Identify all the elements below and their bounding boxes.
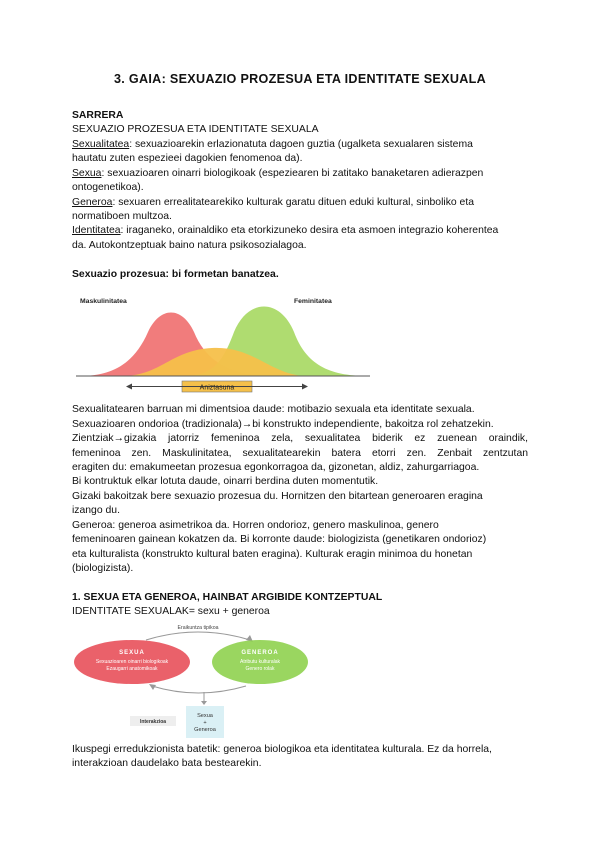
- sexua-subtitle-2: Ezaugarri anatomikoak: [106, 666, 158, 672]
- section-a-paragraph: Generoa: generoa asimetrikoa da. Horren ondorioz, genero maskulinoa, genero: [72, 520, 439, 531]
- section-a-paragraph: Gizaki bakoitzak bere sexuazio prozesua du. Hornitzen den bitartean generoaren eragina: [72, 491, 483, 502]
- page-title: 3. GAIA: SEXUAZIO PROZESUA ETA IDENTITATE SEXUALA: [113, 72, 486, 86]
- intro-subheading: SEXUAZIO PROZESUA ETA IDENTITATE SEXUALA: [72, 124, 319, 135]
- term-definition: : iraganeko, orainaldiko eta etorkizuneko desira eta asmoen integrazio koherentea: [120, 225, 499, 236]
- term-label: Sexua: [72, 168, 102, 179]
- section-a-paragraph: Zientziak→gizakia jatorriz femeninoa zela, sexualitatea biderik ez zuenean oraindik,: [72, 433, 528, 444]
- section-a-paragraph: Sexualitatearen barruan mi dimentsioa daude: motibazio sexuala eta identitate sexuala.: [72, 404, 475, 415]
- term-generoa: [72, 196, 474, 211]
- term-definition: : sexuazioaren oinarri biologikoak (espeziearen bi zatitako banaketaren adierazpen: [101, 168, 484, 179]
- femininity-label: Feminitatea: [294, 298, 332, 305]
- section-b-paragraph: interakzioan daudelako bata bestearekin.: [72, 758, 262, 769]
- bottom-arrow: [152, 686, 246, 693]
- intro-heading: SARRERA: [72, 110, 124, 121]
- term-definition: : sexuaren errealitatearekiko kulturak garatu dituen eduki kultural, sinboliko eta: [112, 197, 475, 208]
- section-a-paragraph: eragiten du: emakumeetan prozesua egonkorragoa da, gizonetan, aldiz, zahurgarriagoa.: [72, 462, 480, 473]
- typical-construction-label: Eraikuntza tipikoa: [177, 625, 219, 631]
- term-label: Sexualitatea: [72, 139, 130, 150]
- term-identitatea-cont: da. Autokontzeptuak baino natura psikosozialagoa.: [72, 240, 307, 251]
- term-sexualitatea: [72, 138, 473, 153]
- generoa-subtitle-2: Genero rolak: [245, 666, 275, 672]
- arrow-right-icon: [302, 384, 308, 390]
- top-arrow: [146, 632, 250, 640]
- section-b-paragraph: Ikuspegi erredukzionista batetik: generoa biologikoa eta identitatea kulturala. Ez da horrela,: [72, 744, 492, 755]
- section-a-paragraph: eta kulturalista (konstrukto kultural baten eragina). Kulturak eragin minimoa du honetan: [72, 549, 473, 560]
- section-a-paragraph: Sexuazioaren ondorioa (tradizionala)→bi konstrukto independiente, bakoitza rol zehatzekin.: [72, 419, 494, 430]
- sex-gender-diagram: [72, 620, 332, 740]
- section-b-subheading: IDENTITATE SEXUALAK= sexu + generoa: [72, 606, 270, 617]
- generoa-title: GENEROA: [241, 650, 279, 656]
- arrow-down-icon: [201, 701, 207, 705]
- interaction-label: Interakzioa: [139, 719, 167, 725]
- term-identitatea: [72, 224, 498, 239]
- arrow-left-icon: [126, 384, 132, 390]
- generoa-subtitle-1: Atributu kulturalak: [239, 659, 281, 665]
- section-a-heading: Sexuazio prozesua: bi formetan banatzea.: [72, 269, 279, 280]
- term-sexua-cont: ontogenetikoa).: [72, 182, 144, 193]
- masculinity-label: Maskulinitatea: [80, 298, 127, 305]
- term-sexualitatea-cont: hautatu zuten espezieei dagokien fenomenoa da).: [72, 153, 303, 164]
- term-label: Generoa: [72, 197, 113, 208]
- section-a-paragraph: izango du.: [72, 505, 120, 516]
- term-generoa-cont: normatiboen multzoa.: [72, 211, 172, 222]
- section-a-paragraph: (biologizista).: [72, 563, 134, 574]
- sexua-title: SEXUA: [119, 650, 145, 656]
- box-line-3: Generoa: [194, 727, 216, 733]
- term-sexua: [72, 167, 483, 182]
- section-a-paragraph: femeninoa zen. Maskulinitatea, sexualitatearekin batera etorri zen. Zenbait zentzutan: [72, 448, 528, 459]
- bell-curve-figure: [72, 292, 372, 398]
- sexua-subtitle-1: Sexuazioaren oinarri biologikoak: [95, 659, 169, 665]
- section-b-heading: 1. SEXUA ETA GENEROA, HAINBAT ARGIBIDE KONTZEPTUAL: [72, 592, 383, 603]
- section-a-paragraph: femeninoaren gainean kokatzen da. Bi korronte daude: biologizista (genetikaren ondorioz): [72, 534, 487, 545]
- box-line-2: +: [203, 720, 207, 726]
- term-definition: : sexuazioarekin erlazionatuta dagoen guztia (ugalketa sexualaren sistema: [129, 139, 473, 150]
- diversity-label: Aniztasuna: [199, 384, 235, 392]
- term-label: Identitatea: [72, 225, 121, 236]
- box-line-1: Sexua: [197, 713, 213, 719]
- section-a-paragraph: Bi kontruktuk elkar lotuta daude, oinarri berdina duten momentutik.: [72, 476, 379, 487]
